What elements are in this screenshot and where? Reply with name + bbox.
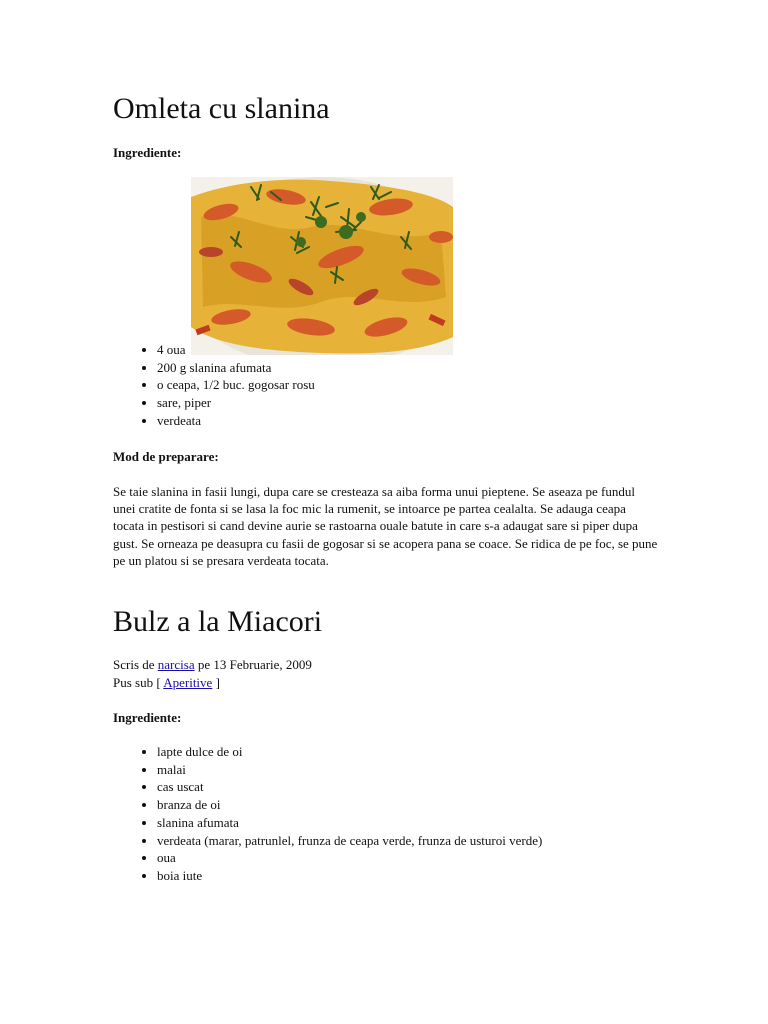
method-paragraph: Se taie slanina in fasii lungi, dupa care se cresteaza sa aiba forma unui pieptene. Se aseaza pe fundul unei cratite de fonta si se lasa la foc mic la rumenit, se intoarce pe partea cealalta. Se adauga ceapa tocata in pestisori si cand devine aurie se rastoarna ouale batute in care s-a adaugat sare si piper dupa gust. Se orneaza pe deasupra cu fasii de gogosar si se acopera pana se coace. Se ridica de pe foc, se pune pe un platou si se presara verdeata tocata. [113, 484, 658, 568]
byline [113, 656, 312, 674]
ingredients-heading: Ingrediente: [113, 710, 182, 725]
recipe-title: Omleta cu slanina [113, 92, 330, 125]
post-date: pe 13 Februarie, 2009 [194, 657, 312, 672]
category-prefix: Pus sub [ [113, 674, 164, 690]
list-item: • slanina afumata [157, 814, 542, 832]
category-line [113, 674, 312, 692]
omelette-photo [191, 177, 453, 355]
ingredients-heading: Ingrediente: [113, 145, 182, 160]
list-item: • cas uscat [157, 778, 542, 796]
method-heading: Mod de preparare: [113, 449, 219, 464]
list-item: • malai [157, 761, 542, 779]
list-item: • boia iute [157, 867, 542, 885]
category-link[interactable]: Aperitive [163, 674, 213, 690]
ingredients-list [113, 743, 542, 885]
list-item: • 4 oua [157, 341, 315, 359]
list-item: • verdeata (marar, patrunlel, frunza de ceapa verde, frunza de usturoi verde) [157, 832, 542, 850]
list-item: • lapte dulce de oi [157, 743, 542, 761]
list-item: • sare, piper [157, 394, 315, 412]
omelette-image-drawing [191, 177, 453, 355]
author-link[interactable]: narcisa [157, 657, 195, 672]
ingredients-list [113, 341, 315, 430]
list-item: • o ceapa, 1/2 buc. gogosar rosu [157, 376, 315, 394]
list-item: • verdeata [157, 412, 315, 430]
category-suffix: ] [212, 674, 220, 690]
list-item: • 200 g slanina afumata [157, 359, 315, 377]
list-item: • oua [157, 849, 542, 867]
post-meta [113, 656, 312, 691]
list-item: • branza de oi [157, 796, 542, 814]
recipe-title: Bulz a la Miacori [113, 605, 323, 638]
byline-prefix: Scris de [113, 657, 158, 672]
